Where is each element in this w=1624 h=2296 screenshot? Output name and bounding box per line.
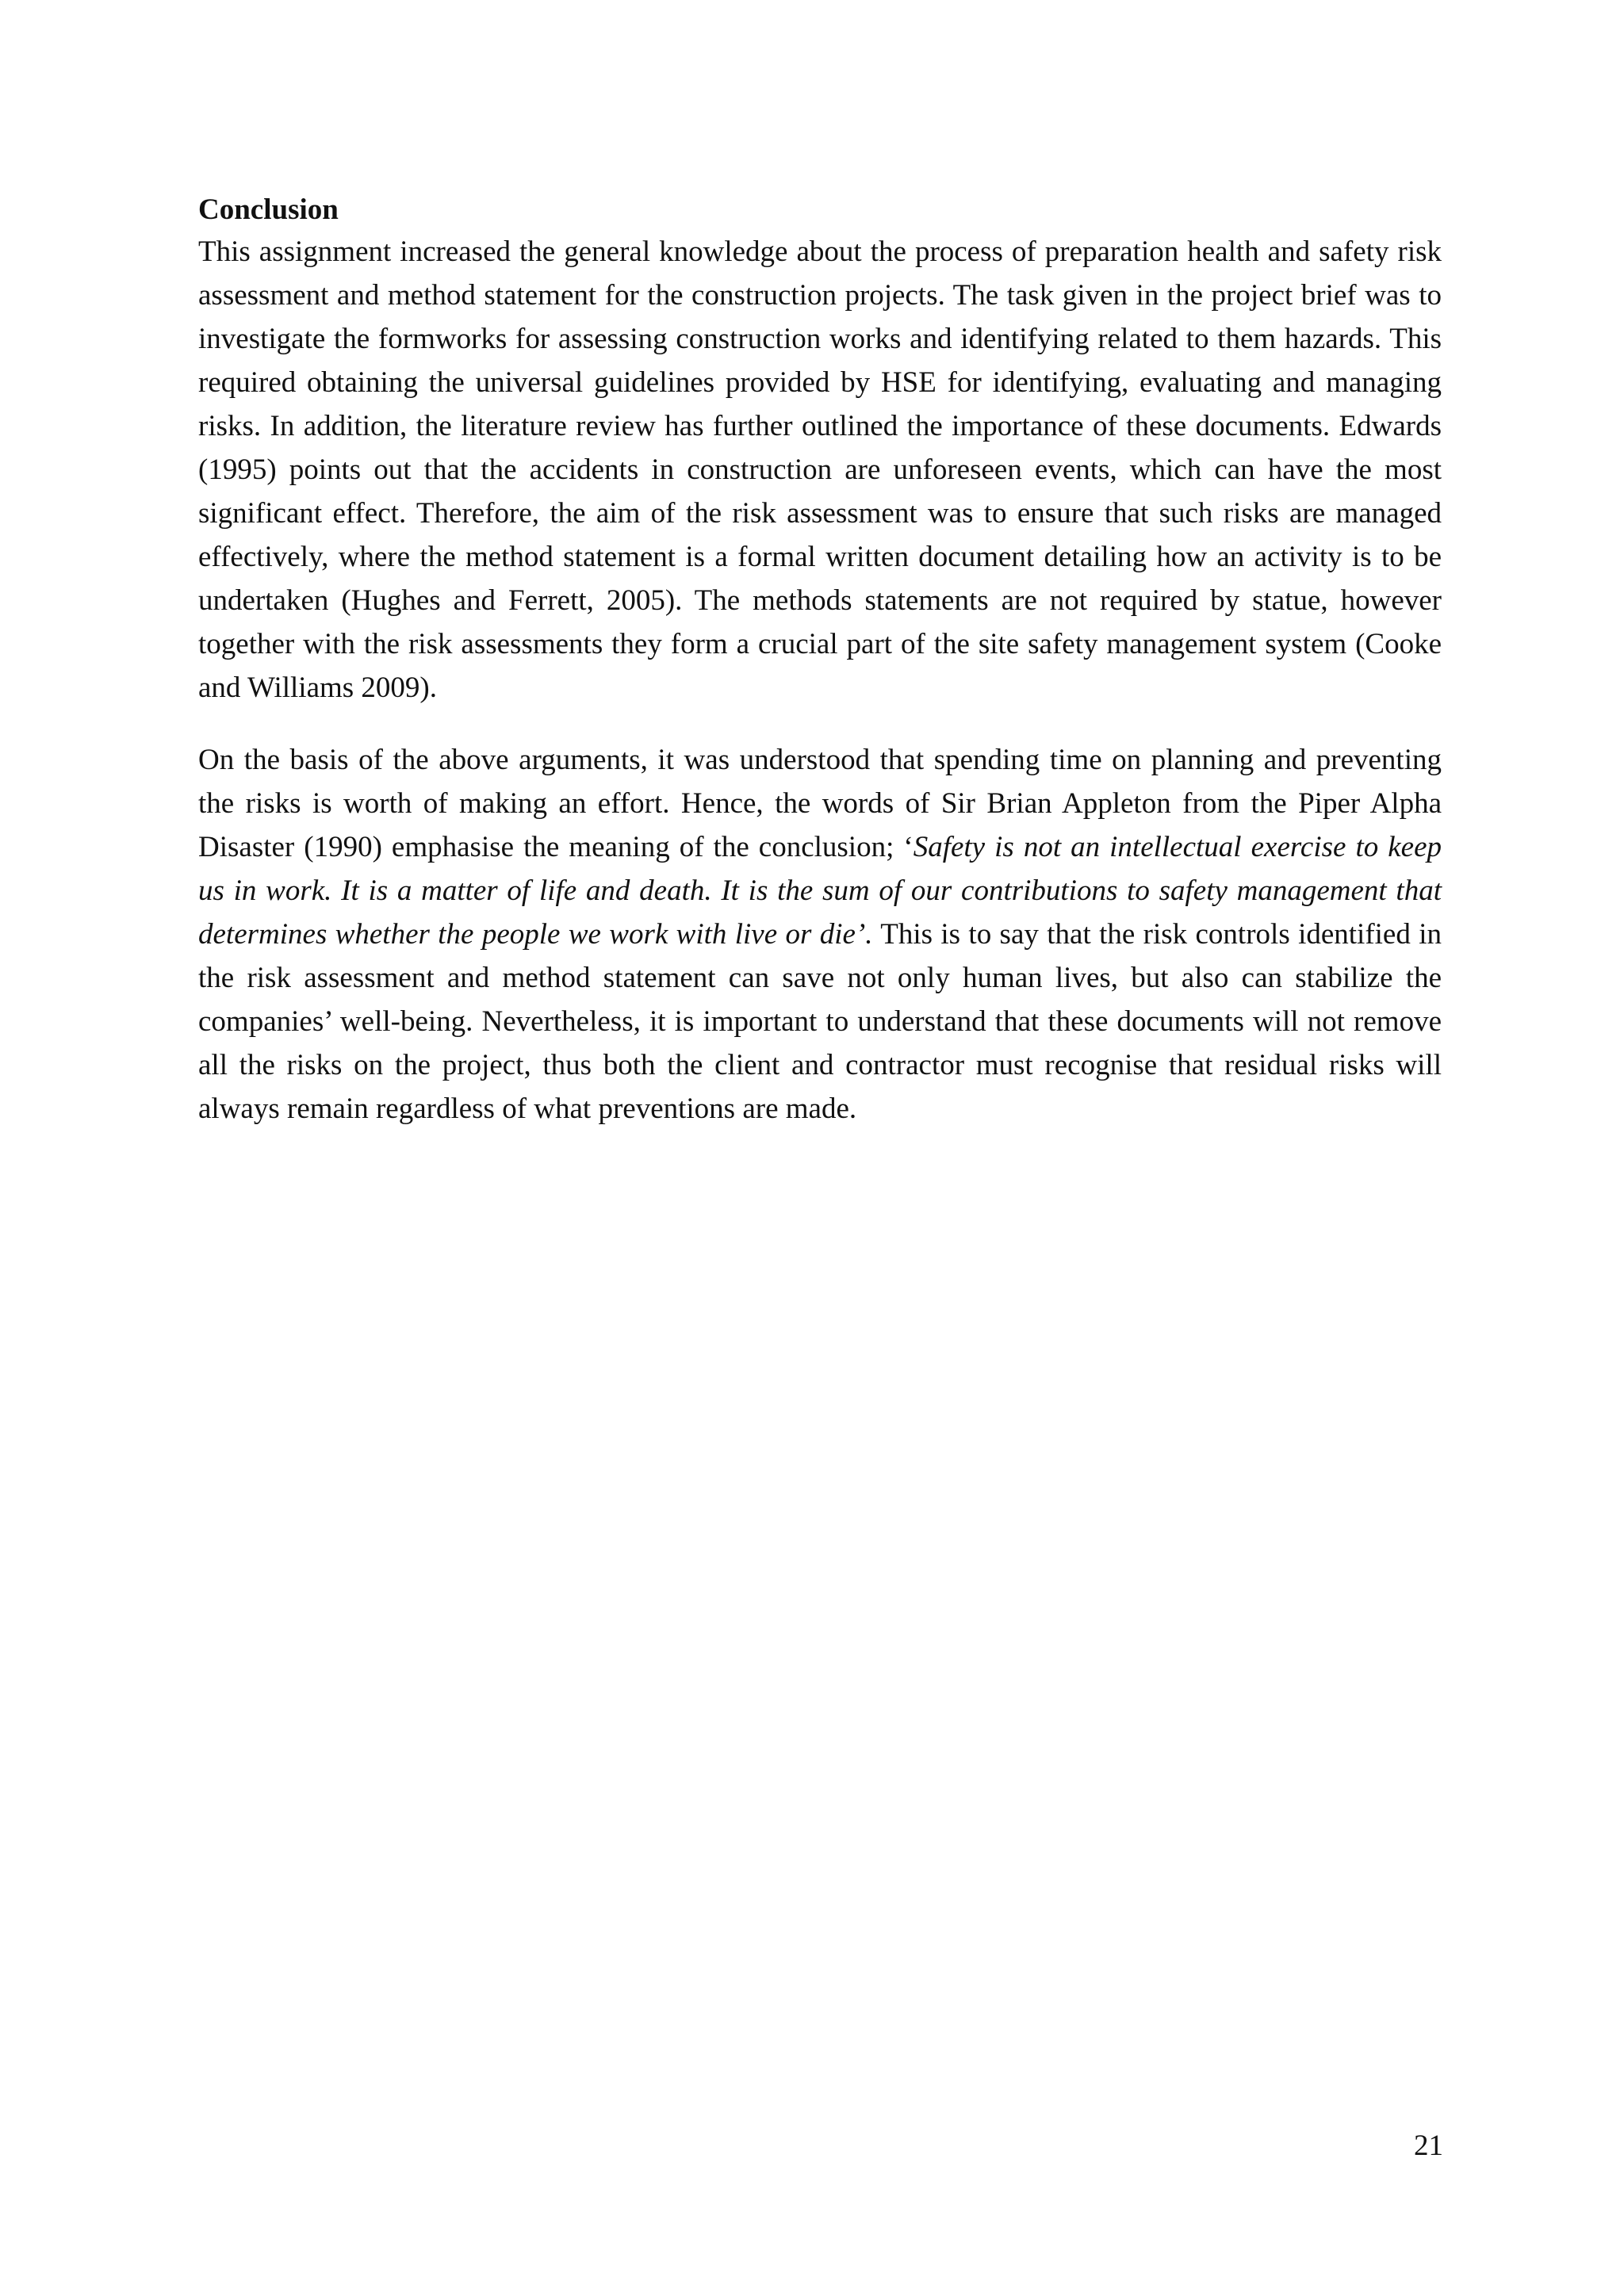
conclusion-paragraph-1: This assignment increased the general knowledge about the process of preparation health and safety risk assessment and method statement for the construction projects. The task given in the project brief was to investigate the formworks for assessing construction works and identifying related to them hazards. This required obtaining the universal guidelines provided by HSE for identifying, evaluating and managing risks. In addition, the literature review has further outlined the importance of these documents. Edwards (1995) points out that the accidents in construction are unforeseen events, which can have the most significant effect. Therefore, the aim of the risk assessment was to ensure that such risks are managed effectively, where the method statement is a formal written document detailing how an activity is to be undertaken (Hughes and Ferrett, 2005). The methods statements are not required by statue, however together with the risk assessments they form a crucial part of the site safety management system (Cooke and Williams 2009).	[198, 235, 1442, 704]
appleton-quote: Safety is not an intellectual exercise to keep us in work. It is a matter of life and death. It is the sum of our contributions to safety management that determines whether the people we work with live or die’.	[198, 831, 1442, 951]
paragraph-2-rest: This is to say that the risk controls identified in the risk assessment and method statement can save not only human lives, but also can stabilize the companies’ well-being. Nevertheless, it is important to understand that these documents will not remove all the risks on the project, thus both the client and contractor must recognise that residual risks will always remain regardless of what preventions are made.	[198, 918, 1442, 1125]
section-heading: Conclusion	[198, 193, 339, 226]
page-content	[198, 190, 1442, 1131]
paragraph-2-intro: On the basis of the above arguments, it was understood that spending time on planning and preventing the risks is worth of making an effort. Hence, the words of Sir Brian Appleton from the Piper Alpha Disaster (1990) emphasise the meaning of the conclusion; ‘	[198, 744, 1442, 863]
page-number: 21	[1414, 2130, 1443, 2162]
conclusion-paragraph-2	[198, 738, 1442, 1131]
